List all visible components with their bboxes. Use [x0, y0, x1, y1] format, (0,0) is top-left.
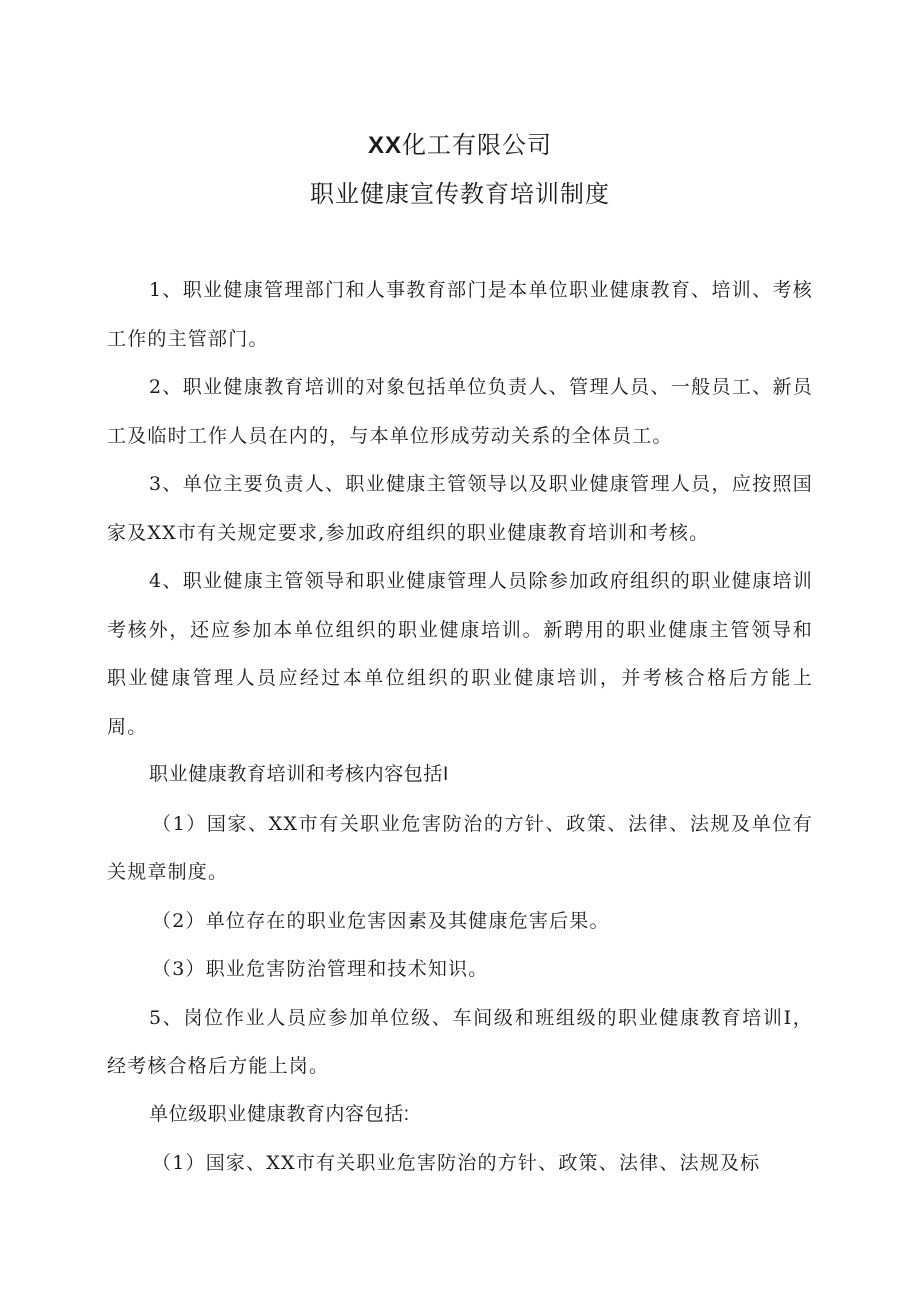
company-name-suffix: 化工有限公司	[402, 132, 552, 159]
list-item-1: （1）国家、XX市有关职业危害防治的方针、政策、法律、法规及单位有关规章制度。	[107, 812, 813, 883]
company-name-prefix: XX	[367, 132, 402, 159]
company-name	[0, 131, 920, 161]
section-heading-unit-level: 单位级职业健康教育内容包括:	[149, 1103, 410, 1125]
document-body	[107, 266, 813, 1188]
list-item-2: （2）单位存在的职业危害因素及其健康危害后果。	[152, 909, 610, 932]
paragraph-2: 2、职业健康教育培训的对象包括单位负责人、管理人员、一般员工、新员工及临时工作人员在内的，与本单位形成劳动关系的全体员工。	[107, 376, 813, 447]
paragraph-4: 4、职业健康主管领导和职业健康管理人员除参加政府组织的职业健康培训考核外，还应参加本单位组织的职业健康培训。新聘用的职业健康主管领导和职业健康管理人员应经过本单位组织的职业健康培训，并考核合格后方能上周。	[107, 570, 813, 738]
paragraph-5: 5、岗位作业人员应参加单位级、车间级和班组级的职业健康教育培训I，经考核合格后方能上岗。	[107, 1006, 813, 1077]
list-item-3: （3）职业危害防治管理和技术知识。	[152, 958, 489, 980]
list-item-4: （1）国家、XX市有关职业危害防治的方针、政策、法律、法规及标	[152, 1152, 761, 1174]
section-heading-training-content: 职业健康教育培训和考核内容包括I	[149, 764, 449, 785]
paragraph-3: 3、单位主要负责人、职业健康主管领导以及职业健康管理人员，应按照国家及XX市有关规定要求,参加政府组织的职业健康教育培训和考核。	[107, 473, 813, 544]
document-title: 职业健康宣传教育培训制度	[310, 181, 610, 208]
paragraph-1: 1、职业健康管理部门和人事教育部门是本单位职业健康教育、培训、考核工作的主管部门。	[107, 279, 813, 350]
